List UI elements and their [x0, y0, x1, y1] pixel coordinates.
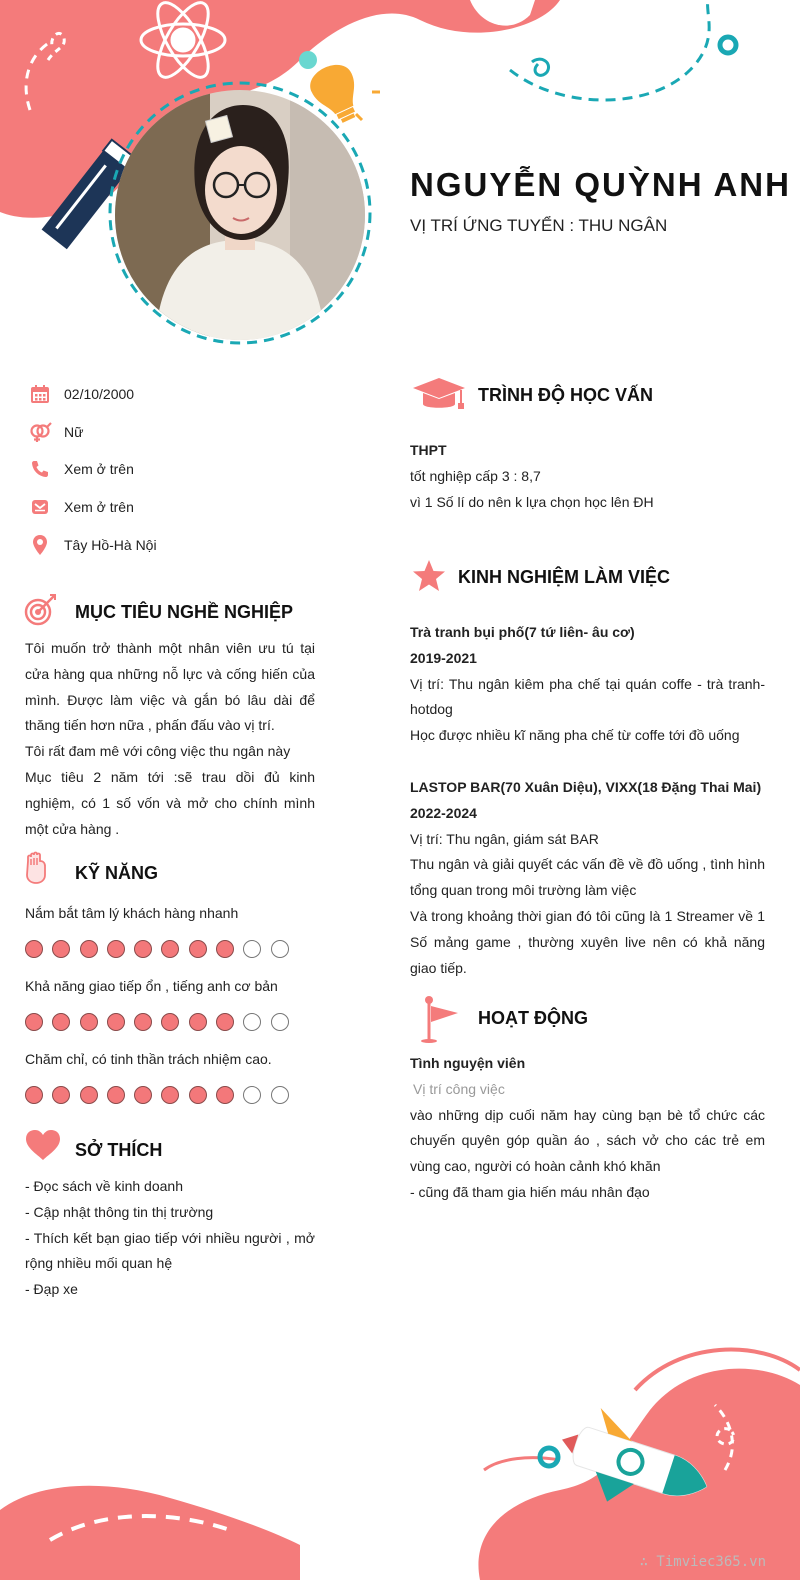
job-detail: Vị trí: Thu ngân, giám sát BAR [410, 830, 599, 847]
rating-dot-filled [161, 1013, 179, 1031]
fist-icon [24, 851, 48, 890]
education-line: tốt nghiệp cấp 3 : 8,7 [410, 467, 541, 484]
email-icon [28, 495, 52, 519]
rating-dot-filled [134, 940, 152, 958]
rating-dot-filled [134, 1086, 152, 1104]
contact-address [28, 532, 157, 558]
heart-icon [24, 1128, 62, 1167]
activity-line: vào những dịp cuối năm hay cùng bạn bè tổ chức các chuyến quyên góp quần áo , sách vở cho các trẻ em vùng cao, người có hoàn cảnh khó khăn [410, 1106, 765, 1175]
rating-dot-filled [80, 940, 98, 958]
flag-icon [418, 996, 462, 1049]
graduation-cap-icon [411, 376, 467, 419]
education-line: vì 1 Số lí do nên k lựa chọn học lên ĐH [410, 493, 654, 510]
target-icon [22, 592, 58, 633]
skill-rating [25, 1013, 289, 1031]
profile-photo [115, 90, 365, 340]
gender-icon [28, 420, 52, 444]
job-company: Trà tranh bụi phố(7 tứ liên- âu cơ) [410, 624, 635, 640]
hobby-item: - Đọc sách về kinh doanh [25, 1178, 183, 1194]
job-company: LASTOP BAR(70 Xuân Diệu), VIXX(18 Đặng Thai Mai) [410, 779, 762, 795]
job-detail: Học được nhiều kĩ năng pha chế từ coffe tới đồ uống [410, 727, 740, 744]
rating-dot-filled [52, 940, 70, 958]
job-detail: Và trong khoảng thời gian đó tôi cũng là 1 Streamer về 1 Số mảng game , thường xuyên live nên có khả năng giao tiếp. [410, 907, 765, 976]
calendar-icon [28, 382, 52, 406]
rating-dot-filled [216, 1086, 234, 1104]
rating-dot-empty [271, 940, 289, 958]
hobby-item: - Thích kết bạn giao tiếp với nhiều người , mở rộng nhiều mối quan hệ [25, 1229, 315, 1272]
education-body [410, 438, 765, 515]
education-title: TRÌNH ĐỘ HỌC VẤN [478, 385, 653, 405]
experience-job-1 [410, 620, 765, 749]
objective-title: MỤC TIÊU NGHỀ NGHIỆP [75, 602, 294, 622]
rating-dot-filled [161, 1086, 179, 1104]
job-detail: Thu ngân và giải quyết các vấn đề về đồ uống , tình hình tổng quan trong môi trường làm việc [410, 856, 765, 899]
hobbies-title: SỞ THÍCH [75, 1140, 163, 1160]
address-value: Tây Hồ-Hà Nội [64, 537, 157, 553]
rating-dot-filled [80, 1013, 98, 1031]
rating-dot-empty [243, 1086, 261, 1104]
candidate-name: NGUYỄN QUỲNH ANH [410, 166, 791, 203]
activities-body [410, 1051, 765, 1206]
rating-dot-filled [189, 940, 207, 958]
star-icon [411, 558, 447, 599]
rating-dot-empty [243, 1013, 261, 1031]
rating-dot-filled [189, 1086, 207, 1104]
footer-decoration [0, 1330, 800, 1580]
activities-title: HOẠT ĐỘNG [478, 1008, 588, 1028]
contact-gender [28, 419, 83, 445]
rating-dot-empty [271, 1086, 289, 1104]
contact-birthday [28, 381, 134, 407]
rating-dot-filled [189, 1013, 207, 1031]
hobbies-body [25, 1174, 315, 1303]
school-name: THPT [410, 442, 447, 458]
hobby-item: - Đạp xe [25, 1281, 78, 1298]
objective-line: Tôi rất đam mê với công việc thu ngân này [25, 743, 291, 760]
rating-dot-empty [243, 940, 261, 958]
activity-role: Tình nguyện viên [410, 1055, 526, 1071]
objective-body [25, 636, 315, 842]
watermark: ∴ Timviec365.vn [639, 1554, 766, 1570]
skill-label: Nắm bắt tâm lý khách hàng nhanh [25, 905, 239, 921]
gender-value: Nữ [64, 424, 84, 440]
activity-subtitle: Vị trí công việc [413, 1080, 505, 1097]
applied-position: VỊ TRÍ ỨNG TUYỂN : THU NGÂN [410, 216, 668, 235]
rating-dot-filled [107, 940, 125, 958]
phone-icon [28, 457, 52, 481]
job-detail: Vị trí: Thu ngân kiêm pha chế tại quán coffe - trà tranh-hotdog [410, 675, 765, 718]
rating-dot-filled [216, 940, 234, 958]
job-period: 2019-2021 [410, 649, 477, 666]
activity-line: - cũng đã tham gia hiến máu nhân đạo [410, 1183, 650, 1200]
rating-dot-filled [25, 1086, 43, 1104]
rating-dot-filled [107, 1086, 125, 1104]
experience-title: KINH NGHIỆM LÀM VIỆC [458, 567, 671, 587]
skill-rating [25, 1086, 289, 1104]
hobby-item: - Cập nhật thông tin thị trường [25, 1203, 214, 1220]
rating-dot-filled [52, 1013, 70, 1031]
rating-dot-filled [107, 1013, 125, 1031]
rating-dot-empty [271, 1013, 289, 1031]
rating-dot-filled [161, 940, 179, 958]
experience-job-2 [410, 775, 765, 981]
rating-dot-filled [25, 940, 43, 958]
job-period: 2022-2024 [410, 804, 477, 821]
contact-email [28, 494, 134, 520]
rating-dot-filled [80, 1086, 98, 1104]
objective-line: Tôi muốn trở thành một nhân viên ưu tú tại cửa hàng qua những nỗ lực và cống hiến của mình. Được làm việc và gắn bó lâu dài để thăng tiến hơn nữa , phấn đấu vào vị trí. [25, 640, 315, 734]
rating-dot-filled [52, 1086, 70, 1104]
rating-dot-filled [134, 1013, 152, 1031]
skill-label: Khả năng giao tiếp ổn , tiếng anh cơ bản [25, 978, 278, 994]
skills-title: KỸ NĂNG [75, 863, 159, 883]
objective-line: Mục tiêu 2 năm tới :sẽ trau dồi đủ kinh nghiệm, có 1 số vốn và mở cho chính mình một cửa hàng . [25, 768, 315, 837]
rating-dot-filled [25, 1013, 43, 1031]
skill-label: Chăm chỉ, có tinh thần trách nhiệm cao. [25, 1051, 272, 1067]
rating-dot-filled [216, 1013, 234, 1031]
phone-value: Xem ở trên [64, 461, 134, 477]
email-value: Xem ở trên [64, 499, 134, 515]
birthday-value: 02/10/2000 [64, 386, 135, 402]
contact-phone [28, 456, 134, 482]
skill-rating [25, 940, 289, 958]
location-pin-icon [28, 533, 52, 557]
